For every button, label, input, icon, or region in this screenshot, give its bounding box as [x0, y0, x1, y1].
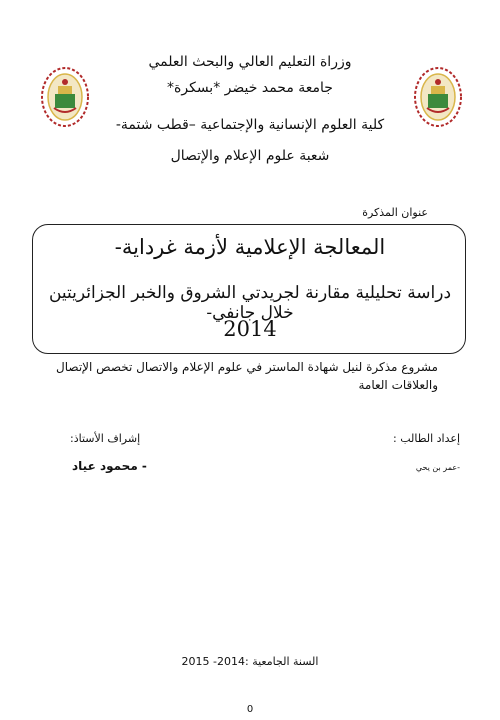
- supervisor-label: إشراف الأستاذ:: [70, 432, 141, 445]
- ministry-name: وزراة التعليم العالي والبحث العلمي: [148, 54, 352, 70]
- thesis-title-subtitle: دراسة تحليلية مقارنة لجريدتي الشروق والخبر الجزائريتين خلال جانفي-: [48, 283, 452, 323]
- student-name: -عمر بن يحي: [415, 463, 460, 472]
- department-name: شعبة علوم الإعلام والإتصال: [170, 148, 330, 164]
- prepared-by-label: إعداد الطالب :: [393, 432, 460, 445]
- thesis-purpose-line1: مشروع مذكرة لنيل شهادة الماستر في علوم الإعلام والاتصال تخصص الإتصال: [56, 360, 438, 374]
- thesis-title-year: 2014: [223, 317, 277, 341]
- thesis-title-main: المعالجة الإعلامية لأزمة غرداية-: [114, 235, 386, 259]
- thesis-title-box: [32, 224, 466, 354]
- faculty-name: كلية العلوم الإنسانية والإجتماعية –قطب شتمة-: [115, 117, 385, 133]
- thesis-title-label: عنوان المذكرة: [362, 206, 428, 219]
- university-name: جامعة محمد خيضر *بسكرة*: [167, 80, 333, 96]
- page-number: 0: [246, 704, 254, 715]
- supervisor-name: - محمود عياد: [72, 459, 147, 473]
- academic-year: السنة الجامعية :2014- 2015: [181, 655, 319, 668]
- thesis-purpose-line2: والعلاقات العامة: [358, 378, 438, 392]
